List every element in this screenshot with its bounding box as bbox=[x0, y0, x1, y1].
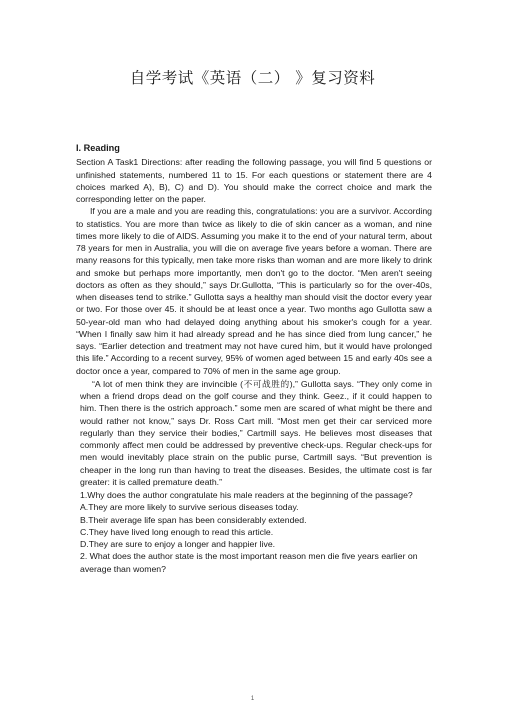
question-1-option-b: B.Their average life span has been considerably extended. bbox=[80, 514, 307, 525]
question-1 bbox=[76, 489, 432, 550]
question-1-option-a: A.They are more likely to survive serious diseases today. bbox=[80, 502, 299, 513]
section-heading: I. Reading bbox=[76, 143, 120, 153]
passage-paragraph-1: If you are a male and you are reading this, congratulations: you are a survivor. According to statistics. You are more than twice as likely to die of skin cancer as a woman, and nine times more likely to die of AIDS. Assuming you make it to the end of your natural term, about 78 years for men in Australia, you will die on average five years before a woman. There are many reasons for this typically, men take more risks than woman and are more likely to drink and smoke but perhaps more importantly, men don't go to the doctor. “Men aren't seeing doctors as often as they should,” says Dr.Gullotta, “This is particularly so for the over-40s, when diseases tend to strike.” Gullotta says a healthy man should visit the doctor every year or two. For those over 45. it should be at least once a year. Two months ago Gullotta saw a 50-year-old man who had delayed doing anything about his smoker's cough for a year. “When I finally saw him it had already spread and he has since died from lung cancer,” he says. “Earlier detection and treatment may not have cured him, but it would have prolonged this life.” According to a recent survey, 95% of women aged between 15 and early 40s see a doctor once a year, compared to 70% of men in the same age group. bbox=[76, 206, 432, 376]
page-number: 1 bbox=[250, 696, 255, 702]
page-title: 自学考试《英语（二） 》复习资料 bbox=[129, 69, 376, 87]
question-2-stem: 2. What does the author state is the most important reason men die five years earlier on average than women? bbox=[80, 551, 418, 574]
question-1-stem: 1.Why does the author congratulate his male readers at the beginning of the passage? bbox=[80, 490, 413, 500]
question-2 bbox=[76, 550, 432, 575]
reading-section bbox=[76, 142, 432, 575]
passage-paragraph-2: “A lot of men think they are invincible (不可战胜的),” Gullotta says. “They only come in when a friend drops dead on the golf course and they think. Geez., if it could happen to him. Then there is the ostrich approach.” some men are scared of what might be there and would rather not know,” says Dr. Ross Cart mill. “Most men get their car serviced more regularly than they service their bodies,” Cartmill says. He believes most diseases that commonly affect men could be addressed by preventive check-ups. Regular check-ups for men would inevitably place strain on the public purse, Cartmill says. “But prevention is cheaper in the long run than having to treat the diseases. Besides, the ultimate cost is far greater: it is called premature death.” bbox=[80, 378, 432, 487]
directions-paragraph: Section A Task1 Directions: after reading the following passage, you will find 5 questions or unfinished statements, numbered 11 to 15. For each questions or statement there are 4 choices marked A), B), C) and D). You should make the correct choice and mark the corresponding letter on the paper. bbox=[76, 157, 432, 204]
question-1-option-c: C.They have lived long enough to read this article. bbox=[80, 526, 274, 537]
question-1-option-d: D.They are sure to enjoy a longer and happier live. bbox=[80, 539, 276, 549]
